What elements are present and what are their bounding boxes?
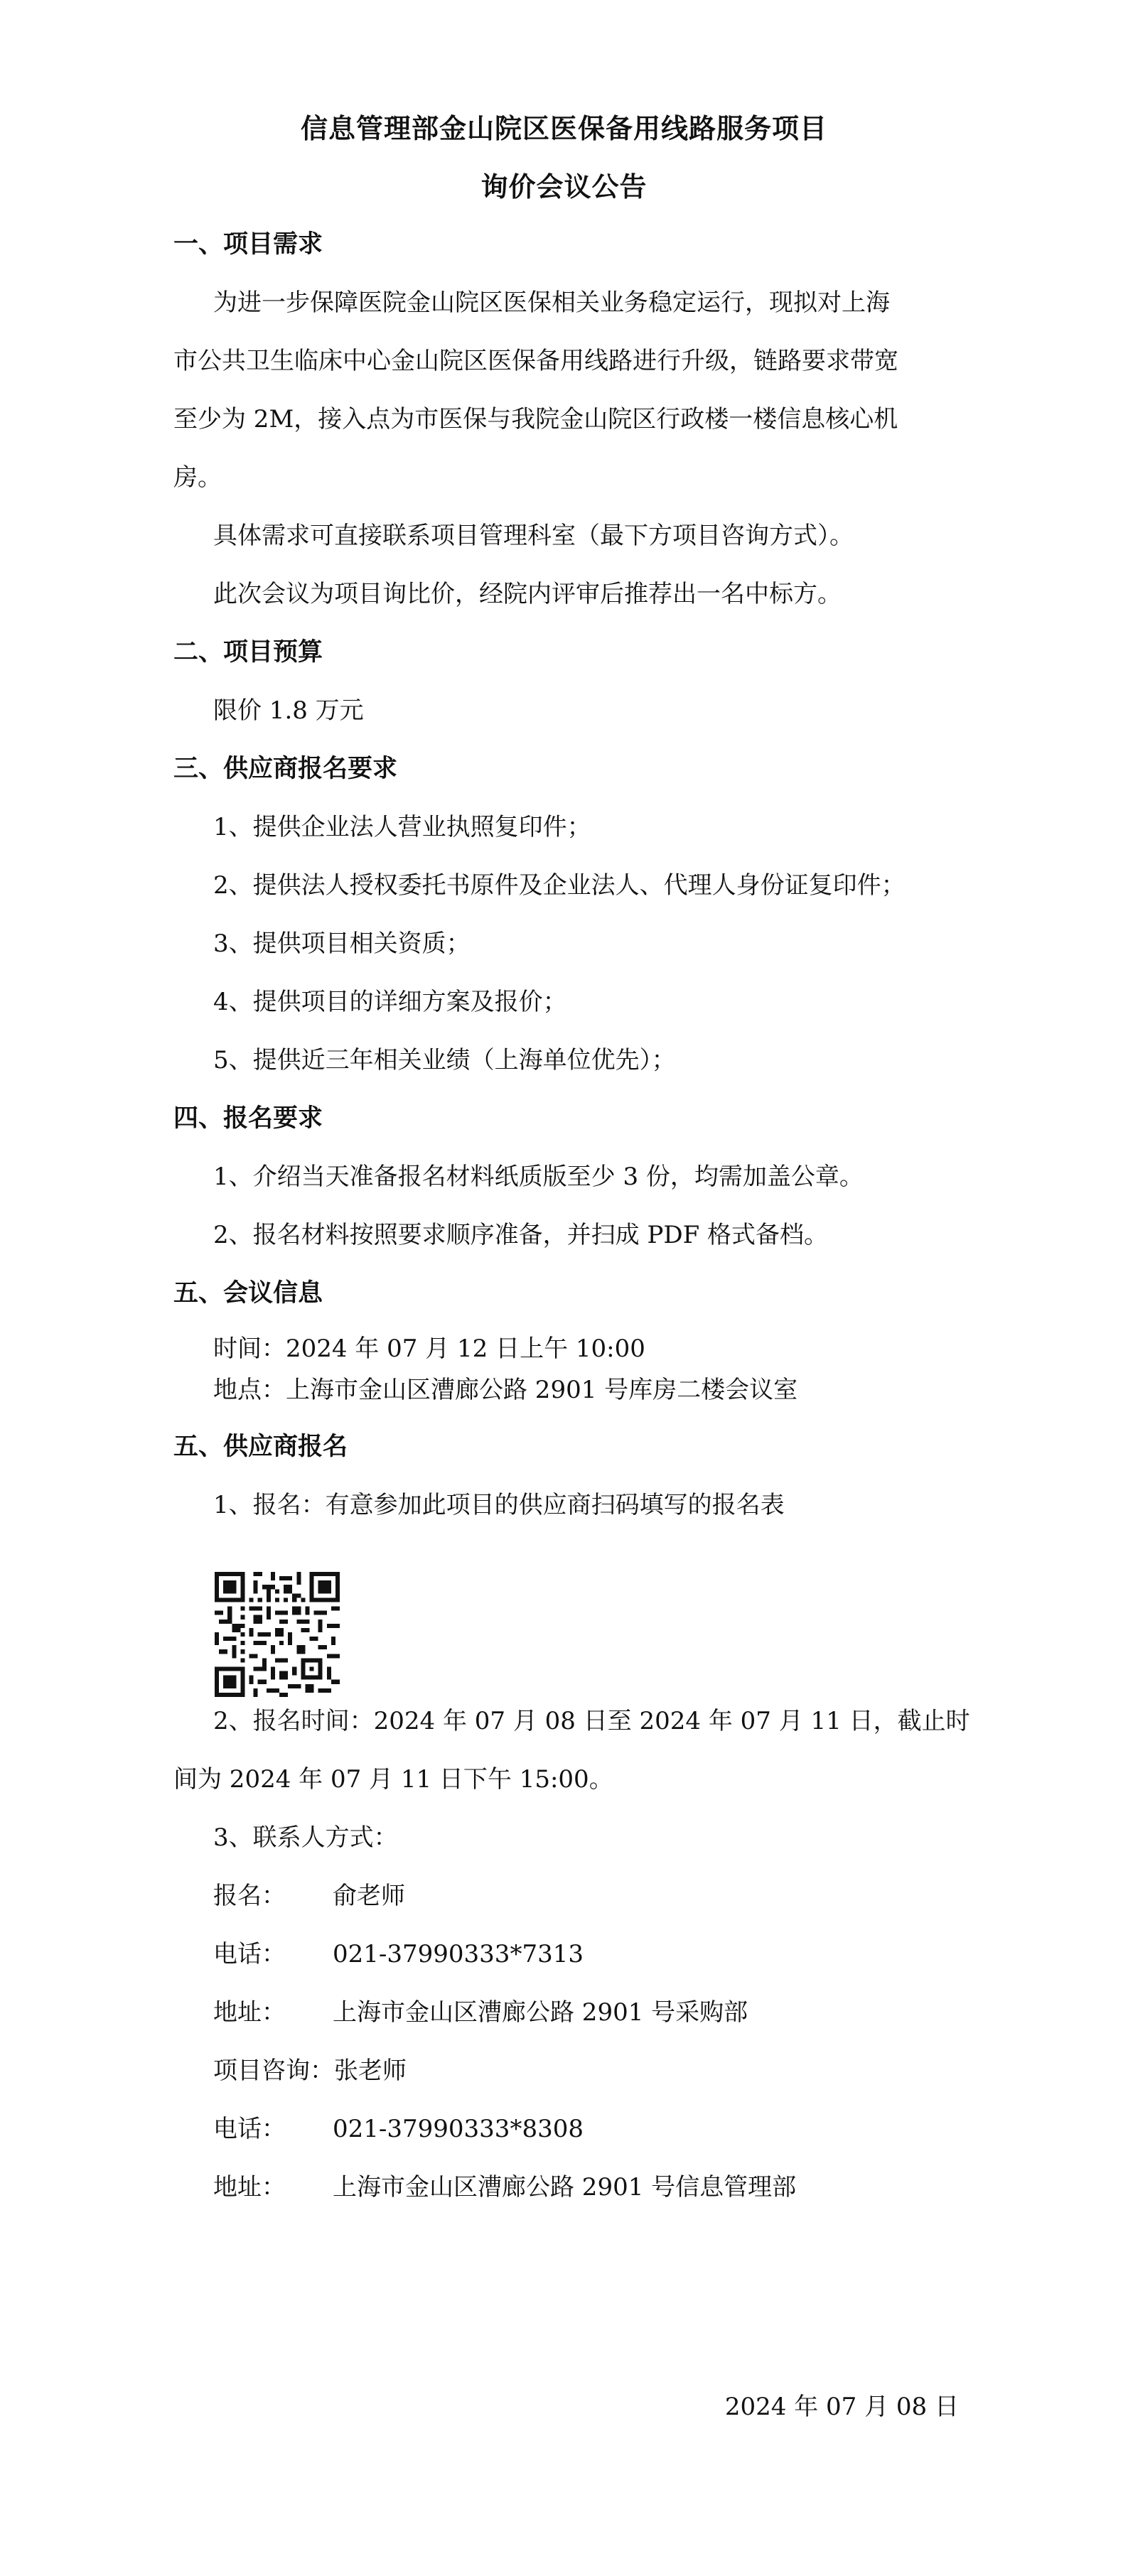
contact-address-2-row bbox=[213, 2172, 796, 2203]
contact-address-1-row bbox=[213, 1997, 748, 2028]
contact-phone-2: 021-37990333*8308 bbox=[333, 2115, 584, 2143]
consult-row bbox=[213, 2055, 407, 2086]
signup-item-1: 1、报名：有意参加此项目的供应商扫码填写的报名表 bbox=[213, 1491, 785, 1519]
contact-phone-1-label: 电话： bbox=[213, 1940, 286, 1968]
signup-req-item: 1、介绍当天准备报名材料纸质版至少 3 份，均需加盖公章。 bbox=[213, 1163, 864, 1191]
signup-req-item: 2、报名材料按照要求顺序准备，并扫成 PDF 格式备档。 bbox=[213, 1221, 828, 1249]
supplier-req-item: 3、提供项目相关资质； bbox=[213, 929, 471, 958]
meeting-place: 地点：上海市金山区漕廊公路 2901 号库房二楼会议室 bbox=[213, 1376, 798, 1404]
requirements-para-1-line-2: 市公共卫生临床中心金山院区医保备用线路进行升级，链路要求带宽 bbox=[173, 347, 898, 375]
contact-address-2-label: 地址： bbox=[213, 2173, 286, 2202]
section-heading-supplier-signup: 五、供应商报名 bbox=[173, 1432, 348, 1461]
section-heading-meeting-info: 五、会议信息 bbox=[173, 1278, 323, 1308]
notice-date: 2024 年 07 月 08 日 bbox=[724, 2393, 959, 2421]
requirements-para-1-line-4: 房。 bbox=[173, 463, 222, 492]
section-heading-signup-requirements: 四、报名要求 bbox=[173, 1104, 323, 1133]
supplier-req-item: 2、提供法人授权委托书原件及企业法人、代理人身份证复印件； bbox=[213, 871, 906, 900]
contact-phone-1: 021-37990333*7313 bbox=[333, 1940, 584, 1968]
contact-signup-name: 俞老师 bbox=[333, 1882, 405, 1910]
qr-code-icon[interactable] bbox=[215, 1572, 340, 1697]
section-heading-supplier-requirements: 三、供应商报名要求 bbox=[173, 754, 398, 783]
section-heading-requirements: 一、项目需求 bbox=[173, 230, 323, 259]
contact-address-2: 上海市金山区漕廊公路 2901 号信息管理部 bbox=[333, 2173, 797, 2202]
contact-address-1-label: 地址： bbox=[213, 1998, 286, 2027]
contact-phone-1-row bbox=[213, 1939, 584, 1970]
meeting-time: 时间：2024 年 07 月 12 日上午 10:00 bbox=[213, 1335, 645, 1363]
title-line-1: 信息管理部金山院区医保备用线路服务项目 bbox=[300, 112, 827, 144]
requirements-para-1-line-1: 为进一步保障医院金山院区医保相关业务稳定运行，现拟对上海 bbox=[213, 289, 890, 317]
signup-item-3: 3、联系人方式： bbox=[213, 1823, 398, 1852]
requirements-para-1-line-3: 至少为 2M，接入点为市医保与我院金山院区行政楼一楼信息核心机 bbox=[173, 405, 898, 433]
consult-label: 项目咨询： bbox=[213, 2057, 334, 2085]
contact-signup-label: 报名： bbox=[213, 1882, 286, 1910]
supplier-req-item: 5、提供近三年相关业绩（上海单位优先）； bbox=[213, 1046, 676, 1074]
supplier-req-item: 1、提供企业法人营业执照复印件； bbox=[213, 813, 591, 841]
title-line-2: 询价会议公告 bbox=[480, 171, 648, 203]
budget-value: 限价 1.8 万元 bbox=[213, 696, 364, 725]
signup-item-2-line-1: 2、报名时间：2024 年 07 月 08 日至 2024 年 07 月 11 日，截止时 bbox=[213, 1707, 970, 1735]
contact-phone-2-row bbox=[213, 2113, 584, 2145]
contact-address-1: 上海市金山区漕廊公路 2901 号采购部 bbox=[333, 1998, 748, 2027]
consult-name: 张老师 bbox=[334, 2057, 407, 2085]
contact-phone-2-label: 电话： bbox=[213, 2115, 286, 2143]
contact-signup-row bbox=[213, 1880, 405, 1912]
requirements-para-3: 此次会议为项目询比价，经院内评审后推荐出一名中标方。 bbox=[213, 580, 842, 608]
signup-item-2-line-2: 间为 2024 年 07 月 11 日下午 15:00。 bbox=[173, 1765, 613, 1794]
supplier-req-item: 4、提供项目的详细方案及报价； bbox=[213, 988, 567, 1016]
section-heading-budget: 二、项目预算 bbox=[173, 637, 323, 667]
requirements-para-2: 具体需求可直接联系项目管理科室（最下方项目咨询方式）。 bbox=[213, 522, 854, 550]
